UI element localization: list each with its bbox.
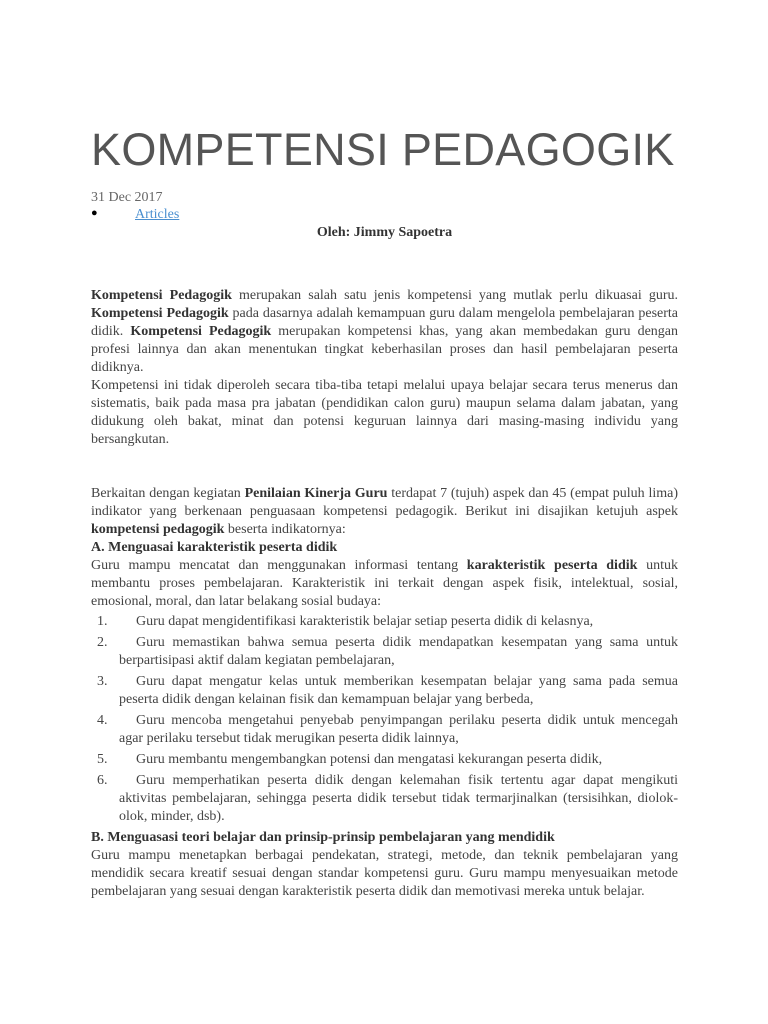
text-span: untuk membantu proses pembelajaran. Karakteristik ini terkait dengan aspek fisik, intelektual, sosial, emosional, moral, dan latar belakang sosial budaya: xyxy=(91,558,678,609)
list-item xyxy=(91,772,678,826)
bold-term: Kompetensi Pedagogik xyxy=(91,306,229,321)
text-span: merupakan salah satu jenis kompetensi yang mutlak perlu dikuasai guru. xyxy=(231,288,678,303)
indicator-list xyxy=(91,613,678,826)
section-a-paragraph xyxy=(91,557,678,611)
list-item xyxy=(91,712,678,748)
list-number: 1. xyxy=(97,614,108,629)
author-byline: Oleh: Jimmy Sapoetra xyxy=(316,225,453,240)
text-span: Berkaitan dengan kegiatan xyxy=(91,486,245,501)
list-item xyxy=(91,634,678,670)
list-text: Guru membantu mengembangkan potensi dan mengatasi kekurangan peserta didik, xyxy=(136,752,603,767)
bold-term: Kompetensi Pedagogik xyxy=(130,324,272,339)
text-span: pada dasarnya adalah kemampuan guru dalam mengelola pembelajaran peserta didik. xyxy=(91,306,678,339)
text-span: beserta indikatornya: xyxy=(224,522,346,537)
text-span: merupakan kompetensi khas, yang akan membedakan guru dengan profesi lainnya dan akan menentukan tingkat keberhasilan proses dan hasil pembelajaran peserta didiknya. xyxy=(91,324,679,375)
intro-paragraph-2: Kompetensi ini tidak diperoleh secara tiba-tiba tetapi melalui upaya belajar secara terus menerus dan sistematis, baik pada masa pra jabatan (pendidikan calon guru) maupun selama dalam jabatan, yang didukung oleh bakat, minat dan potensi keguruan lainnya dari masing-masing individu yang bersangkutan. xyxy=(91,378,678,447)
list-text: Guru dapat mengidentifikasi karakteristik belajar setiap peserta didik di kelasnya, xyxy=(136,614,594,629)
bold-term: Kompetensi Pedagogik xyxy=(91,288,232,303)
list-text: Guru memastikan bahwa semua peserta didik mendapatkan kesempatan yang sama untuk berpartisipasi aktif dalam kegiatan pembelajaran, xyxy=(119,635,678,668)
article-body xyxy=(91,287,678,901)
bold-term: kompetensi pedagogik xyxy=(91,522,225,537)
list-text: Guru dapat mengatur kelas untuk memberikan kesempatan belajar yang sama pada semua peserta didik dengan kelainan fisik dan kemampuan belajar yang berbeda, xyxy=(119,674,678,707)
intro-paragraph-1 xyxy=(91,287,678,377)
list-number: 4. xyxy=(97,713,108,728)
bold-term: karakteristik peserta didik xyxy=(466,558,638,573)
context-paragraph xyxy=(91,485,678,539)
section-b-heading: B. Menguasasi teori belajar dan prinsip-prinsip pembelajaran yang mendidik xyxy=(91,830,555,845)
list-number: 5. xyxy=(97,752,108,767)
list-item xyxy=(91,613,678,631)
list-text: Guru mencoba mengetahui penyebab penyimpangan perilaku peserta didik untuk mencegah agar perilaku tersebut tidak merugikan peserta didik lainnya, xyxy=(119,713,678,746)
section-a-heading: A. Menguasai karakteristik peserta didik xyxy=(91,540,338,555)
list-number: 6. xyxy=(97,773,108,788)
text-span: terdapat 7 (tujuh) aspek dan 45 (empat puluh lima) indikator yang berkenaan penguasaan kompetensi pedagogik. Berikut ini disajikan ketujuh aspek xyxy=(91,486,678,519)
category-link-articles[interactable]: Articles xyxy=(135,207,180,222)
bullet-icon: ● xyxy=(91,207,98,219)
section-b-paragraph: Guru mampu menetapkan berbagai pendekatan, strategi, metode, dan teknik pembelajaran yang mendidik secara kreatif sesuai dengan standar kompetensi guru. Guru mampu menyesuaikan metode pembelajaran yang sesuai dengan karakteristik peserta didik dan memotivasi mereka untuk belajar. xyxy=(91,848,678,899)
publish-date: 31 Dec 2017 xyxy=(91,190,163,205)
list-item xyxy=(91,751,678,769)
list-item xyxy=(91,673,678,709)
list-number: 2. xyxy=(97,635,108,650)
bold-term: Penilaian Kinerja Guru xyxy=(244,486,388,501)
list-number: 3. xyxy=(97,674,108,689)
page-title: KOMPETENSI PEDAGOGIK xyxy=(91,124,675,175)
list-text: Guru memperhatikan peserta didik dengan kelemahan fisik tertentu agar dapat mengikuti aktivitas pembelajaran, sehingga peserta didik tersebut tidak termarjinalkan (tersisihkan, diolok-olok, minder, dsb). xyxy=(119,773,678,824)
text-span: Guru mampu mencatat dan menggunakan informasi tentang xyxy=(91,558,467,573)
